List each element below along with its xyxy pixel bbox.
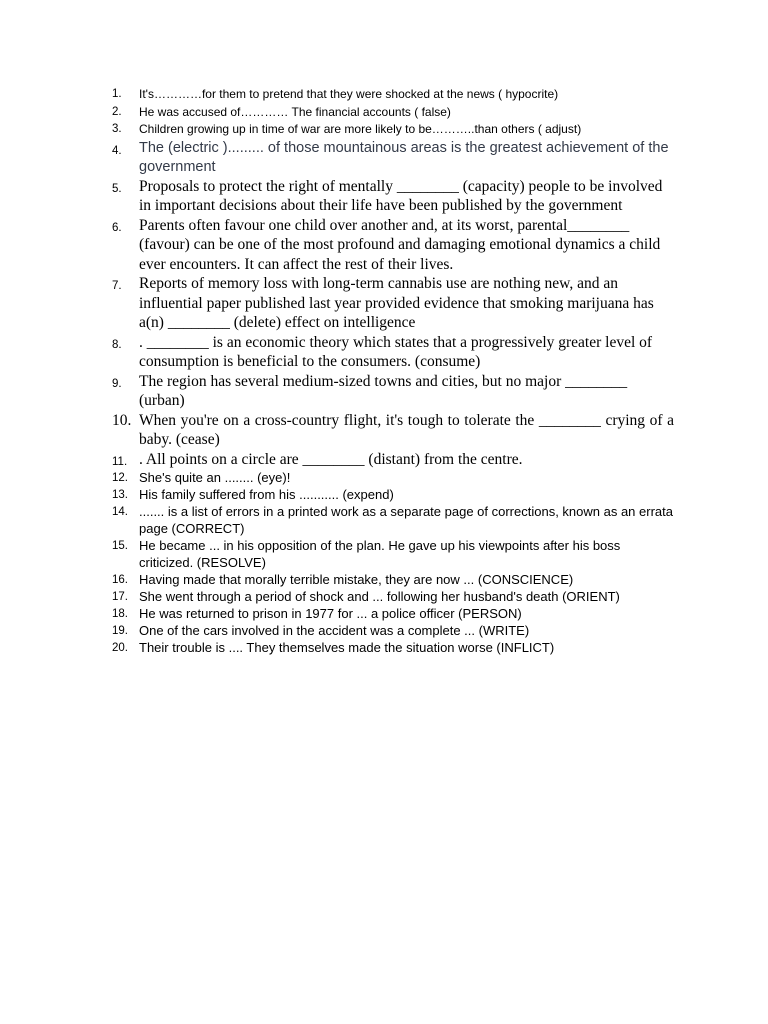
item-text: Their trouble is .... They themselves made the situation worse (INFLICT) bbox=[139, 640, 555, 655]
item-number: 9. bbox=[112, 377, 122, 390]
item-text: One of the cars involved in the accident was a complete ... (WRITE) bbox=[139, 623, 530, 638]
item-text: He was returned to prison in 1977 for ... a police officer (PERSON) bbox=[139, 606, 522, 621]
item-number: 10. bbox=[112, 411, 132, 429]
item-number: 20. bbox=[112, 642, 128, 654]
item-text: The (electric )......... of those mountainous areas is the greatest achievement of the government bbox=[139, 139, 669, 175]
item-text: Having made that morally terrible mistake, they are now ... (CONSCIENCE) bbox=[139, 572, 574, 587]
item-number: 12. bbox=[112, 472, 128, 484]
list-item bbox=[112, 571, 674, 588]
list-item bbox=[112, 588, 674, 605]
item-text: . ________ is an economic theory which states that a progressively greater level of consumption is beneficial to the consumers. (consume) bbox=[139, 333, 653, 370]
item-number: 4. bbox=[112, 144, 122, 157]
item-number: 8. bbox=[112, 338, 122, 351]
item-text: . All points on a circle are ________ (distant) from the centre. bbox=[139, 450, 523, 468]
list-item bbox=[112, 639, 674, 656]
list-item bbox=[112, 469, 674, 486]
list-item bbox=[112, 216, 674, 275]
item-text: Reports of memory loss with long-term cannabis use are nothing new, and an influential paper published last year provided evidence that smoking marijuana has a(n) ________ (delete) effect on intelligence bbox=[139, 275, 654, 331]
item-number: 11. bbox=[112, 455, 128, 468]
item-number: 5. bbox=[112, 182, 122, 195]
item-text: ....... is a list of errors in a printed work as a separate page of corrections, known as an errata page (CORRECT) bbox=[139, 504, 673, 536]
list-item bbox=[112, 333, 674, 372]
list-item bbox=[112, 139, 674, 177]
item-text: She went through a period of shock and ... following her husband's death (ORIENT) bbox=[139, 589, 620, 604]
list-item bbox=[112, 121, 674, 139]
item-text: She's quite an ........ (eye)! bbox=[139, 470, 291, 485]
item-number: 15. bbox=[112, 540, 128, 552]
item-text: He was accused of………… The financial accounts ( false) bbox=[139, 104, 451, 119]
item-text: He became ... in his opposition of the plan. He gave up his viewpoints after his boss criticized. (RESOLVE) bbox=[139, 538, 621, 570]
list-item bbox=[112, 622, 674, 639]
list-item bbox=[112, 450, 674, 470]
item-text: It's…………for them to pretend that they were shocked at the news ( hypocrite) bbox=[139, 87, 559, 101]
item-number: 14. bbox=[112, 506, 128, 518]
item-text: Children growing up in time of war are more likely to be………..than others ( adjust) bbox=[139, 122, 582, 136]
list-item bbox=[112, 486, 674, 503]
list-item bbox=[112, 411, 674, 450]
list-item bbox=[112, 274, 674, 333]
item-text: His family suffered from his ........... (expend) bbox=[139, 487, 394, 502]
item-number: 7. bbox=[112, 280, 122, 292]
list-item bbox=[112, 177, 674, 216]
list-item bbox=[112, 537, 674, 571]
item-number: 18. bbox=[112, 608, 128, 620]
item-text: Proposals to protect the right of mentally ________ (capacity) people to be involved in important decisions about their life have been published by the government bbox=[139, 177, 663, 214]
item-number: 13. bbox=[112, 489, 128, 501]
item-number: 6. bbox=[112, 221, 122, 234]
exercise-list bbox=[112, 86, 674, 656]
item-number: 16. bbox=[112, 574, 128, 586]
item-text: When you're on a cross-country flight, it's tough to tolerate the ________ crying of a baby. (cease) bbox=[139, 411, 674, 448]
item-number: 1. bbox=[112, 88, 122, 100]
item-number: 17. bbox=[112, 591, 128, 603]
item-number: 3. bbox=[112, 123, 122, 135]
list-item bbox=[112, 605, 674, 622]
list-item bbox=[112, 104, 674, 122]
item-text: The region has several medium-sized towns and cities, but no major ________ (urban) bbox=[139, 372, 628, 409]
list-item bbox=[112, 503, 674, 537]
item-text: Parents often favour one child over another and, at its worst, parental________ (favour) can be one of the most profound and damaging emotional dynamics a child ever encounters. It can affect the rest of their lives. bbox=[139, 216, 661, 273]
list-item bbox=[112, 372, 674, 411]
item-number: 19. bbox=[112, 625, 128, 637]
item-number: 2. bbox=[112, 105, 122, 118]
list-item bbox=[112, 86, 674, 104]
